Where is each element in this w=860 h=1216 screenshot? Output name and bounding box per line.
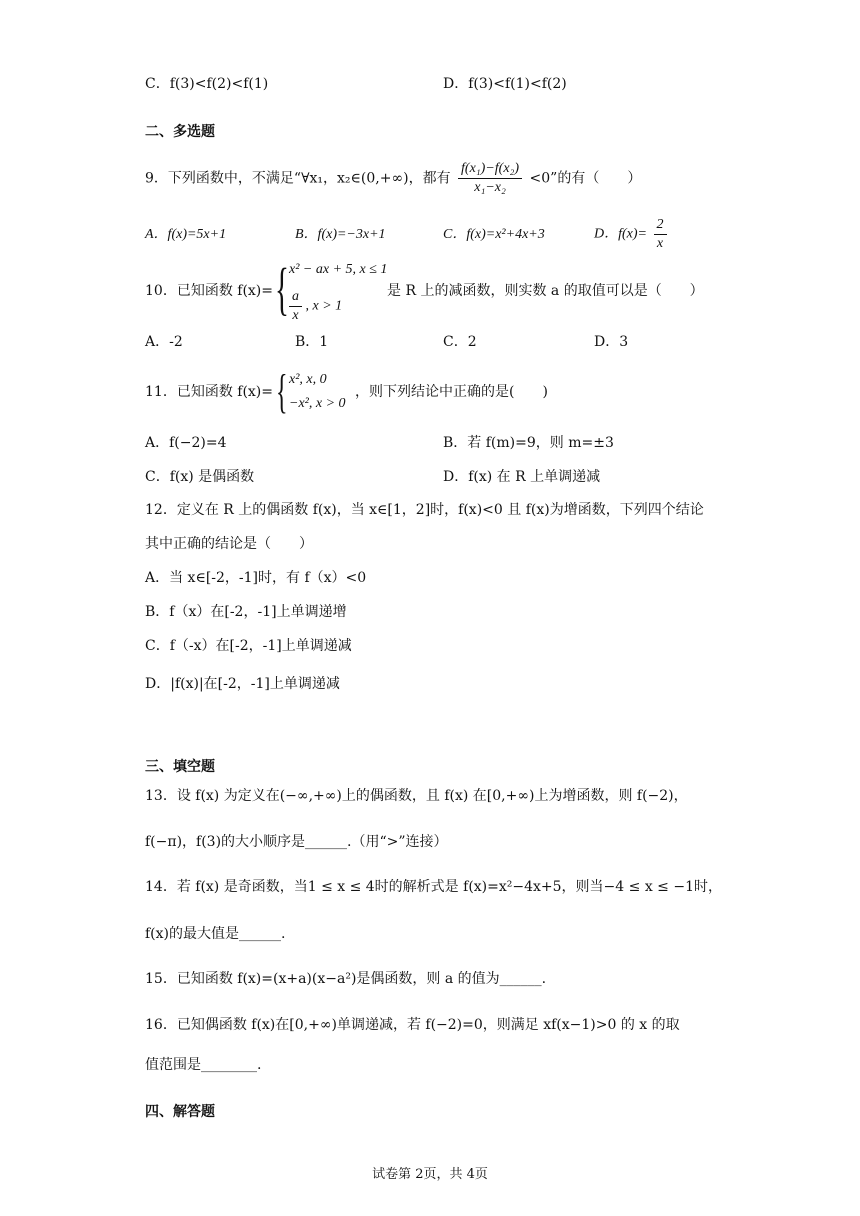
q9-option-b: B．f(x)=−3x+1: [295, 227, 386, 242]
q15-line-1: 15．已知函数 f(x)=(x+a)(x−a²)是偶函数，则 a 的值为______.: [145, 971, 547, 987]
q13-line-2: f(−π)，f(3)的大小顺序是______.（用“>”连接）: [145, 834, 448, 850]
q11-option-c: C．f(x) 是偶函数: [145, 469, 255, 485]
q10-case-2: [289, 288, 342, 325]
q9-option-a: A．f(x)=5x+1: [145, 227, 227, 242]
section-title-fill-in: 三、填空题: [145, 759, 215, 775]
q9-option-d-denominator: x: [656, 236, 664, 251]
q11-case-1: x², x, 0: [289, 372, 327, 387]
q12-option-b: B．f（x）在[-2，-1]上单调递增: [145, 604, 347, 620]
q8-option-c: C．f(3)<f(2)<f(1): [145, 76, 269, 92]
q9-option-c: C．f(x)=x²+4x+3: [443, 227, 545, 242]
q12-option-a: A．当 x∈[-2，-1]时，有 f（x）<0: [145, 570, 367, 586]
q10-case-2-condition: , x > 1: [305, 298, 343, 314]
q14-line-2: f(x)的最大值是______.: [145, 926, 286, 942]
q9-lead: 9．下列函数中，不满足“∀x₁，x₂∈(0,+∞)，都有: [145, 170, 451, 187]
q14-line-1: 14．若 f(x) 是奇函数，当1 ≤ x ≤ 4时的解析式是 f(x)=x²−4x+5，则当−4 ≤ x ≤ −1时，: [145, 879, 722, 895]
q9-option-d: [594, 216, 670, 253]
q9-tail: <0”的有（ ）: [529, 170, 642, 187]
q10-option-a: A．-2: [145, 334, 183, 350]
q9-fraction-numerator: f(x₁)−f(x₂): [458, 160, 522, 179]
q9-option-d-fraction: [654, 216, 667, 253]
q9-fraction-denominator: x₁−x₂: [474, 180, 506, 195]
q12-stem-line-1: 12．定义在 R 上的偶函数 f(x)，当 x∈[1，2]时，f(x)<0 且 f(x)为增函数，下列四个结论: [145, 502, 704, 518]
q10-left-brace: {: [275, 256, 289, 321]
q11-case-2: −x², x > 0: [289, 396, 346, 411]
q10-case-2-numerator: a: [289, 288, 302, 307]
q11-left-brace: {: [276, 365, 288, 418]
q9-option-d-prefix: D．f(x)=: [594, 226, 647, 242]
q9-fraction: [458, 160, 522, 197]
q16-line-1: 16．已知偶函数 f(x)在[0,+∞)单调递减，若 f(−2)=0，则满足 xf(x−1)>0 的 x 的取: [145, 1017, 680, 1033]
q8-option-d: D．f(3)<f(1)<f(2): [443, 76, 567, 92]
q11-option-d: D．f(x) 在 R 上单调递减: [443, 469, 601, 485]
q10-lead: 10．已知函数 f(x)=: [145, 283, 273, 299]
q10-case-2-denominator: x: [292, 308, 299, 323]
q10-option-c: C．2: [443, 334, 477, 350]
q10-option-d: D．3: [594, 334, 629, 350]
q10-case-2-fraction: [289, 288, 302, 325]
q11-option-b: B．若 f(m)=9，则 m=±3: [443, 435, 614, 451]
q10-tail: 是 R 上的减函数，则实数 a 的取值可以是（ ）: [387, 283, 704, 299]
q10-option-b: B．1: [295, 334, 329, 350]
page-footer: 试卷第 2页，共 4页: [372, 1167, 488, 1182]
q16-line-2: 值范围是________.: [145, 1057, 262, 1073]
question-9-stem: [145, 160, 641, 197]
section-title-multiple-choice: 二、多选题: [145, 124, 215, 140]
section-title-answer: 四、解答题: [145, 1104, 215, 1120]
q12-option-d: D．|f(x)|在[-2，-1]上单调递减: [145, 676, 340, 692]
q11-option-a: A．f(−2)=4: [145, 435, 227, 451]
q11-tail: ，则下列结论中正确的是( ): [355, 384, 548, 400]
q12-option-c: C．f（-x）在[-2，-1]上单调递减: [145, 638, 352, 654]
q10-case-1: x² − ax + 5, x ≤ 1: [289, 262, 388, 277]
q11-lead: 11．已知函数 f(x)=: [145, 384, 273, 400]
q13-line-1: 13．设 f(x) 为定义在(−∞,+∞)上的偶函数，且 f(x) 在[0,+∞)上为增函数，则 f(−2)，: [145, 788, 688, 804]
q9-option-d-numerator: 2: [654, 216, 667, 235]
q12-stem-line-2: 其中正确的结论是（ ）: [145, 536, 313, 552]
